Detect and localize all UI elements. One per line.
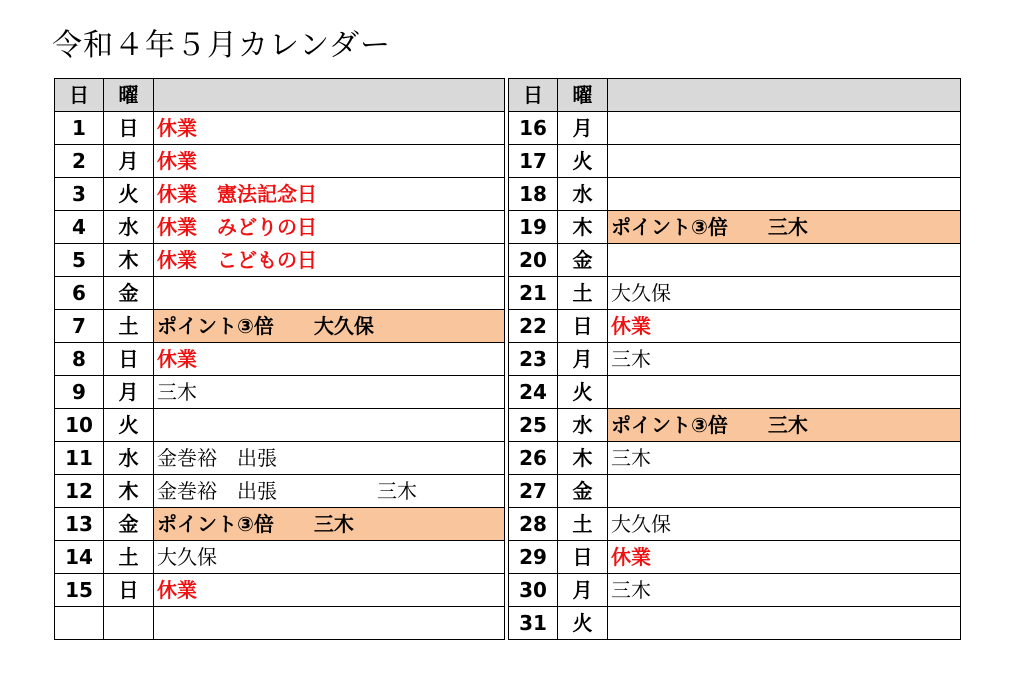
header-row (509, 79, 961, 112)
note-cell (154, 409, 505, 442)
note-cell: 金巻裕 出張 (154, 442, 505, 475)
weekday-cell: 金 (558, 244, 608, 277)
day-cell: 16 (509, 112, 558, 145)
day-cell: 15 (55, 574, 104, 607)
weekday-cell: 水 (558, 178, 608, 211)
weekday-cell: 火 (104, 178, 154, 211)
weekday-cell: 月 (104, 376, 154, 409)
weekday-cell: 月 (558, 112, 608, 145)
note-cell: 金巻裕 出張 三木 (154, 475, 505, 508)
note-cell (154, 607, 505, 640)
weekday-cell: 土 (104, 310, 154, 343)
table-row (509, 277, 961, 310)
table-row (509, 310, 961, 343)
weekday-cell: 木 (104, 475, 154, 508)
table-row (509, 541, 961, 574)
note-cell (608, 145, 961, 178)
table-row (55, 178, 505, 211)
table-row (509, 112, 961, 145)
table-row (509, 178, 961, 211)
day-cell: 4 (55, 211, 104, 244)
table-row (55, 442, 505, 475)
table-row (55, 277, 505, 310)
note-cell: 休業 こどもの日 (154, 244, 505, 277)
note-cell (608, 112, 961, 145)
weekday-cell: 金 (558, 475, 608, 508)
page-title: 令和４年５月カレンダー (52, 28, 392, 63)
day-cell: 13 (55, 508, 104, 541)
weekday-cell: 水 (558, 409, 608, 442)
day-cell: 19 (509, 211, 558, 244)
day-cell: 11 (55, 442, 104, 475)
weekday-cell: 日 (558, 310, 608, 343)
day-cell: 28 (509, 508, 558, 541)
header-day: 日 (55, 79, 104, 112)
note-cell (608, 607, 961, 640)
day-cell: 7 (55, 310, 104, 343)
table-row (55, 508, 505, 541)
note-cell: 大久保 (608, 277, 961, 310)
weekday-cell: 月 (104, 145, 154, 178)
weekday-cell: 木 (558, 211, 608, 244)
header-row (55, 79, 505, 112)
day-cell (55, 607, 104, 640)
table-row (55, 376, 505, 409)
day-cell: 23 (509, 343, 558, 376)
weekday-cell: 木 (104, 244, 154, 277)
table-row (509, 607, 961, 640)
table-row (55, 145, 505, 178)
table-row (509, 244, 961, 277)
note-cell: ポイント③倍 三木 (608, 211, 961, 244)
day-cell: 10 (55, 409, 104, 442)
note-cell: 休業 憲法記念日 (154, 178, 505, 211)
weekday-cell (104, 607, 154, 640)
note-cell: 大久保 (154, 541, 505, 574)
header-weekday: 曜 (104, 79, 154, 112)
note-cell: ポイント③倍 大久保 (154, 310, 505, 343)
header-day: 日 (509, 79, 558, 112)
day-cell: 31 (509, 607, 558, 640)
weekday-cell: 火 (558, 145, 608, 178)
table-row (55, 310, 505, 343)
header-weekday: 曜 (558, 79, 608, 112)
header-note (154, 79, 505, 112)
day-cell: 25 (509, 409, 558, 442)
table-row (509, 574, 961, 607)
note-cell: 休業 (608, 541, 961, 574)
day-cell: 8 (55, 343, 104, 376)
weekday-cell: 日 (104, 574, 154, 607)
day-cell: 26 (509, 442, 558, 475)
day-cell: 22 (509, 310, 558, 343)
table-row (55, 607, 505, 640)
note-cell: 三木 (608, 574, 961, 607)
table-row (509, 211, 961, 244)
note-cell (608, 475, 961, 508)
weekday-cell: 日 (104, 112, 154, 145)
day-cell: 18 (509, 178, 558, 211)
day-cell: 24 (509, 376, 558, 409)
table-row (509, 343, 961, 376)
note-cell: 休業 みどりの日 (154, 211, 505, 244)
weekday-cell: 土 (104, 541, 154, 574)
table-row (55, 409, 505, 442)
weekday-cell: 火 (558, 376, 608, 409)
header-note (608, 79, 961, 112)
day-cell: 1 (55, 112, 104, 145)
weekday-cell: 火 (104, 409, 154, 442)
day-cell: 29 (509, 541, 558, 574)
weekday-cell: 水 (104, 442, 154, 475)
weekday-cell: 水 (104, 211, 154, 244)
note-cell (154, 277, 505, 310)
note-cell (608, 178, 961, 211)
day-cell: 6 (55, 277, 104, 310)
note-cell: 三木 (154, 376, 505, 409)
table-row (55, 541, 505, 574)
weekday-cell: 土 (558, 508, 608, 541)
weekday-cell: 日 (558, 541, 608, 574)
calendar-table-left (54, 78, 505, 640)
note-cell: ポイント③倍 三木 (154, 508, 505, 541)
table-row (55, 574, 505, 607)
day-cell: 14 (55, 541, 104, 574)
weekday-cell: 金 (104, 508, 154, 541)
table-row (509, 508, 961, 541)
weekday-cell: 土 (558, 277, 608, 310)
table-row (509, 145, 961, 178)
table-row (509, 442, 961, 475)
note-cell: 三木 (608, 442, 961, 475)
day-cell: 30 (509, 574, 558, 607)
calendar-table-right (508, 78, 961, 640)
day-cell: 3 (55, 178, 104, 211)
note-cell: 休業 (154, 145, 505, 178)
table-row (55, 112, 505, 145)
day-cell: 27 (509, 475, 558, 508)
weekday-cell: 火 (558, 607, 608, 640)
note-cell: 三木 (608, 343, 961, 376)
weekday-cell: 木 (558, 442, 608, 475)
note-cell: ポイント③倍 三木 (608, 409, 961, 442)
day-cell: 21 (509, 277, 558, 310)
day-cell: 2 (55, 145, 104, 178)
note-cell: 休業 (154, 574, 505, 607)
table-row (55, 244, 505, 277)
table-row (55, 475, 505, 508)
day-cell: 9 (55, 376, 104, 409)
weekday-cell: 日 (104, 343, 154, 376)
note-cell (608, 244, 961, 277)
day-cell: 5 (55, 244, 104, 277)
table-row (55, 343, 505, 376)
table-row (509, 475, 961, 508)
note-cell: 休業 (608, 310, 961, 343)
day-cell: 12 (55, 475, 104, 508)
note-cell: 休業 (154, 112, 505, 145)
note-cell: 休業 (154, 343, 505, 376)
weekday-cell: 金 (104, 277, 154, 310)
day-cell: 17 (509, 145, 558, 178)
note-cell (608, 376, 961, 409)
weekday-cell: 月 (558, 343, 608, 376)
table-row (509, 409, 961, 442)
day-cell: 20 (509, 244, 558, 277)
weekday-cell: 月 (558, 574, 608, 607)
table-row (55, 211, 505, 244)
table-row (509, 376, 961, 409)
note-cell: 大久保 (608, 508, 961, 541)
